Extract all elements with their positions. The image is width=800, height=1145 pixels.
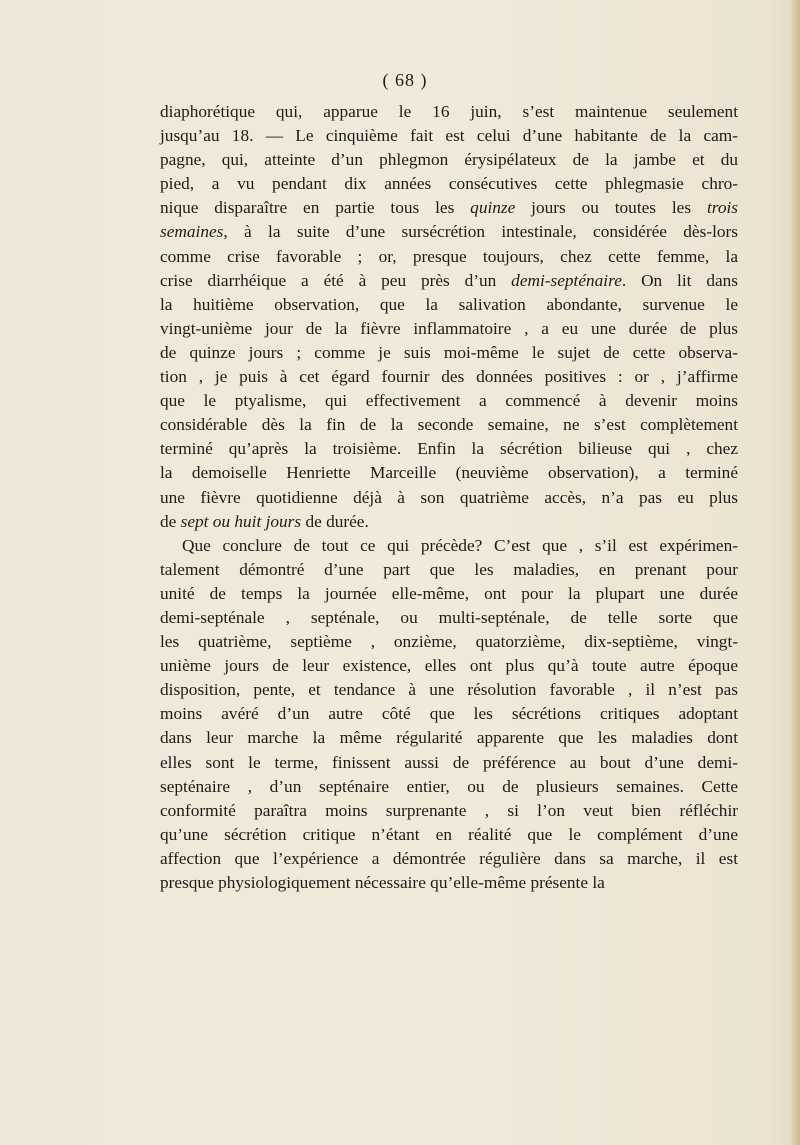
text-segment: conformité paraîtra moins surprenante , si l’on veut bien réfléchir [160, 800, 738, 820]
text-segment: de durée. [301, 511, 369, 531]
text-segment: de [160, 511, 181, 531]
text-line [160, 437, 738, 461]
text-segment: dans leur marche la même régularité apparente que les maladies dont [160, 728, 738, 748]
text-segment: septénaire , d’un septénaire entier, ou de plusieurs semaines. Cette [160, 776, 738, 796]
text-line [160, 678, 738, 702]
text-line [160, 871, 738, 895]
text-line [160, 486, 738, 510]
text-segment: presque physiologiquement nécessaire qu’elle-même présente la [160, 873, 605, 892]
text-segment: les quatrième, septième , onzième, quatorzième, dix-septième, vingt- [160, 632, 738, 652]
italic-text: trois [706, 198, 739, 218]
text-segment: unième jours de leur existence, elles ont plus qu’à toute autre époque [160, 656, 738, 676]
text-segment: affection que l’expérience a démontrée régulière dans sa marche, il est [160, 848, 738, 868]
text-line [160, 582, 738, 606]
text-line [160, 510, 738, 534]
text-line [160, 148, 738, 172]
text-line [160, 365, 738, 389]
text-line [160, 269, 738, 293]
text-line [160, 317, 738, 341]
text-line [160, 124, 738, 148]
text-segment: qu’une sécrétion critique n’étant en réalité que le complément d’une [160, 824, 738, 844]
text-line [160, 775, 738, 799]
text-segment: moins avéré d’un autre côté que les sécrétions critiques adoptant [160, 704, 738, 724]
text-segment: tion , je puis à cet égard fournir des données positives : or , j’affirme [160, 367, 738, 387]
text-segment: terminé qu’après la troisième. Enfin la sécrétion bilieuse qui , chez [160, 439, 738, 459]
text-line [160, 534, 738, 558]
page-number-header [0, 70, 800, 91]
text-line [160, 389, 738, 413]
text-line [160, 799, 738, 823]
text-line [160, 847, 738, 871]
text-segment: diaphorétique qui, apparue le 16 juin, s’est maintenue seulement [160, 102, 738, 121]
text-segment: vingt-unième jour de la fièvre inflammatoire , a eu une durée de plus [160, 318, 738, 338]
text-segment: pagne, qui, atteinte d’un phlegmon érysipélateux de la jambe et du [160, 150, 738, 170]
text-segment: , à la suite d’une sursécrétion intestinale, considérée dès-lors [223, 222, 738, 242]
text-segment: que le ptyalisme, qui effectivement a commencé à devenir moins [160, 391, 738, 411]
text-line [160, 606, 738, 630]
text-line [160, 220, 738, 244]
text-line [160, 413, 738, 437]
body-text [160, 100, 738, 895]
text-line [160, 630, 738, 654]
text-segment: . On lit dans [621, 270, 739, 290]
text-segment: jusqu’au 18. — Le cinquième fait est celui d’une habitante de la cam- [160, 126, 738, 146]
text-line [160, 558, 738, 582]
text-segment: la demoiselle Henriette Marceille (neuvième observation), a terminé [160, 463, 738, 483]
text-segment: disposition, pente, et tendance à une résolution favorable , il n’est pas [160, 680, 738, 700]
page-number: ( 68 ) [382, 70, 428, 90]
text-line [160, 245, 738, 269]
italic-text: semaines [160, 222, 224, 242]
page-edge-shadow [790, 0, 800, 1145]
text-segment: jours ou toutes les [515, 198, 707, 218]
text-segment: considérable dès la fin de la seconde semaine, ne s’est complètement [160, 415, 738, 435]
text-segment: Que conclure de tout ce qui précède? C’est que , s’il est expérimen- [182, 535, 738, 555]
text-segment: nique disparaître en partie tous les [160, 198, 471, 218]
text-segment: de quinze jours ; comme je suis moi-même le sujet de cette observa- [160, 342, 738, 362]
italic-text: quinze [470, 198, 516, 218]
text-segment: la huitième observation, que la salivation abondante, survenue le [160, 294, 738, 314]
text-segment: talement démontré d’une part que les maladies, en prenant pour [160, 559, 738, 579]
text-line [160, 172, 738, 196]
italic-text: sept ou huit jours [180, 511, 302, 531]
text-segment: comme crise favorable ; or, presque toujours, chez cette femme, la [160, 246, 738, 266]
text-segment: elles sont le terme, finissent aussi de préférence au bout d’une demi- [160, 752, 738, 772]
text-segment: une fièvre quotidienne déjà à son quatrième accès, n’a pas eu plus [160, 487, 738, 507]
text-segment: crise diarrhéique a été à peu près d’un [160, 270, 512, 290]
text-line [160, 654, 738, 678]
text-segment: unité de temps la journée elle-même, ont pour la plupart une durée [160, 583, 738, 603]
text-line [160, 751, 738, 775]
italic-text: demi-septénaire [511, 270, 622, 290]
text-line [160, 293, 738, 317]
text-line [160, 823, 738, 847]
text-line [160, 702, 738, 726]
text-line [160, 196, 738, 220]
text-line [160, 726, 738, 750]
text-segment: demi-septénale , septénale, ou multi-septénale, de telle sorte que [160, 607, 738, 627]
text-line [160, 341, 738, 365]
text-line [160, 461, 738, 485]
text-line [160, 100, 738, 124]
text-segment: pied, a vu pendant dix années consécutives cette phlegmasie chro- [160, 174, 738, 194]
